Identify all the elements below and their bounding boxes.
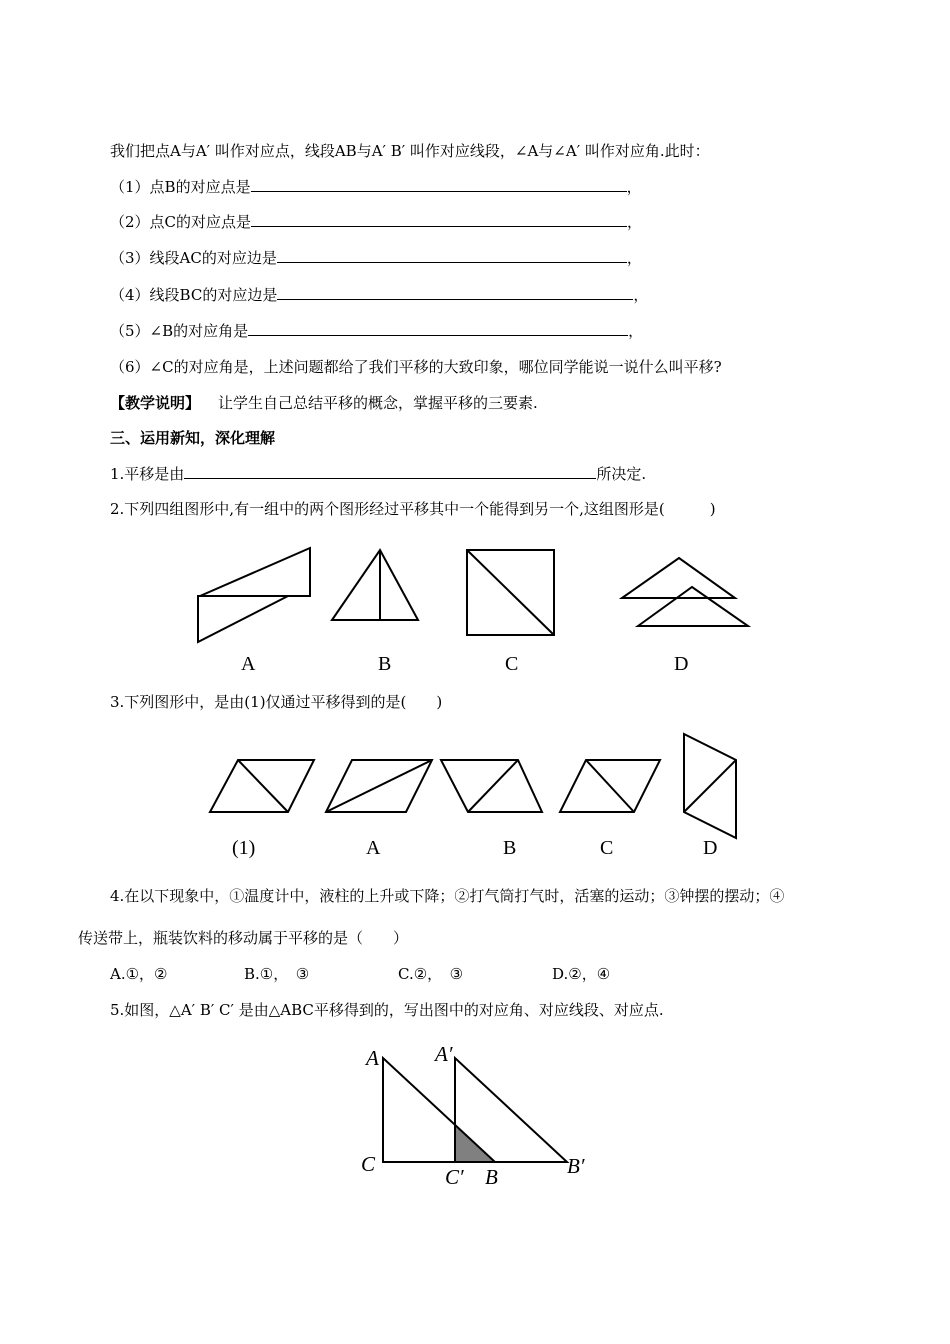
question-2-suffix: ， xyxy=(627,213,643,231)
problem-1-text: 1.平移是由 xyxy=(110,465,185,483)
figure-1-label: (1) xyxy=(232,837,256,859)
problem-2-figure xyxy=(180,540,770,680)
question-3-suffix: ， xyxy=(626,249,642,267)
question-5 xyxy=(110,321,643,341)
option-c-label: C xyxy=(600,837,614,859)
question-4-suffix: ， xyxy=(633,286,649,304)
problem-4-line-1: 4.在以下现象中，①温度计中，液柱的上升或下降；②打气筒打气时，活塞的运动；③钟摆的摆动；④ xyxy=(110,887,785,905)
label-a: A xyxy=(366,1046,379,1070)
answer-blank-5[interactable] xyxy=(248,321,628,336)
answer-blank-1[interactable] xyxy=(251,177,627,192)
option-a-label: A xyxy=(366,837,381,859)
figure-1-diagonal xyxy=(238,760,288,812)
question-1-suffix: ， xyxy=(626,178,642,196)
question-6: （6）∠C的对应角是，上述问题都给了我们平移的大致印象，哪位同学能说一说什么叫平移? xyxy=(110,358,722,376)
figure-a-bottom-triangle xyxy=(198,596,288,642)
problem-4-option-c[interactable]: C.②， ③ xyxy=(398,965,464,983)
figure-d-bottom-triangle xyxy=(638,587,748,626)
problem-2: 2.下列四组图形中,有一组中的两个图形经过平移其中一个能得到另一个,这组图形是( ) xyxy=(110,500,716,518)
question-2-text: （2）点C的对应点是 xyxy=(110,213,252,231)
question-1-text: （1）点B的对应点是 xyxy=(110,178,251,196)
problem-4-option-d[interactable]: D.②，④ xyxy=(552,965,611,983)
problem-4-option-a[interactable]: A.①，② xyxy=(110,965,168,983)
figure-b-label: B xyxy=(378,653,392,675)
teaching-note xyxy=(110,393,538,413)
problem-4-option-b[interactable]: B.①， ③ xyxy=(244,965,310,983)
option-d-label: D xyxy=(703,837,718,859)
figure-c-diagonal xyxy=(467,550,554,635)
label-c: C xyxy=(361,1152,376,1176)
answer-blank-4[interactable] xyxy=(277,285,633,300)
label-c-prime: C′ xyxy=(445,1165,464,1189)
figure-c-label: C xyxy=(505,653,519,675)
figure-d-label: D xyxy=(674,653,689,675)
figure-a-top-triangle xyxy=(200,548,310,596)
option-b-diagonal xyxy=(468,760,518,812)
question-3 xyxy=(110,248,642,268)
problem-1-blank[interactable] xyxy=(184,464,596,479)
label-b: B xyxy=(485,1165,498,1189)
problem-1 xyxy=(110,464,646,484)
problem-5-figure xyxy=(355,1038,605,1190)
problem-1-suffix: 所决定. xyxy=(596,465,647,483)
option-b-label: B xyxy=(503,837,517,859)
question-5-suffix: ， xyxy=(628,322,644,340)
option-d-diagonal xyxy=(684,760,736,812)
triangle-abc xyxy=(383,1058,495,1162)
figure-b-large-triangle xyxy=(332,550,418,620)
figure-a-label: A xyxy=(241,653,256,675)
question-3-text: （3）线段AC的对应边是 xyxy=(110,249,277,267)
teaching-note-tag: 【教学说明】 xyxy=(110,394,201,412)
answer-blank-2[interactable] xyxy=(251,212,627,227)
problem-3-figure xyxy=(200,726,760,861)
problem-3: 3.下列图形中，是由(1)仅通过平移得到的是( ) xyxy=(110,693,443,711)
figure-d-top-triangle xyxy=(622,558,735,598)
label-b-prime: B′ xyxy=(567,1154,585,1178)
question-4 xyxy=(110,285,648,305)
question-2 xyxy=(110,212,642,232)
answer-blank-3[interactable] xyxy=(277,248,627,263)
option-c-diagonal xyxy=(586,760,634,812)
question-5-text: （5）∠B的对应角是 xyxy=(110,322,249,340)
option-b-parallelogram xyxy=(441,760,542,812)
section-3-title: 三、运用新知，深化理解 xyxy=(110,429,276,447)
question-4-text: （4）线段BC的对应边是 xyxy=(110,286,278,304)
problem-4-line-2: 传送带上，瓶装饮料的移动属于平移的是（ ） xyxy=(78,929,409,947)
question-1 xyxy=(110,177,642,197)
intro-text: 我们把点A与A′ 叫作对应点，线段AB与A′ B′ 叫作对应线段，∠A与∠A′ 叫作对应角.此时： xyxy=(110,142,710,160)
label-a-prime: A′ xyxy=(435,1042,453,1066)
option-a-diagonal xyxy=(326,760,432,812)
problem-5: 5.如图，△A′ B′ C′ 是由△ABC平移得到的，写出图中的对应角、对应线段、对应点. xyxy=(110,1001,664,1019)
teaching-note-text: 让学生自己总结平移的概念，掌握平移的三要素. xyxy=(218,394,538,412)
